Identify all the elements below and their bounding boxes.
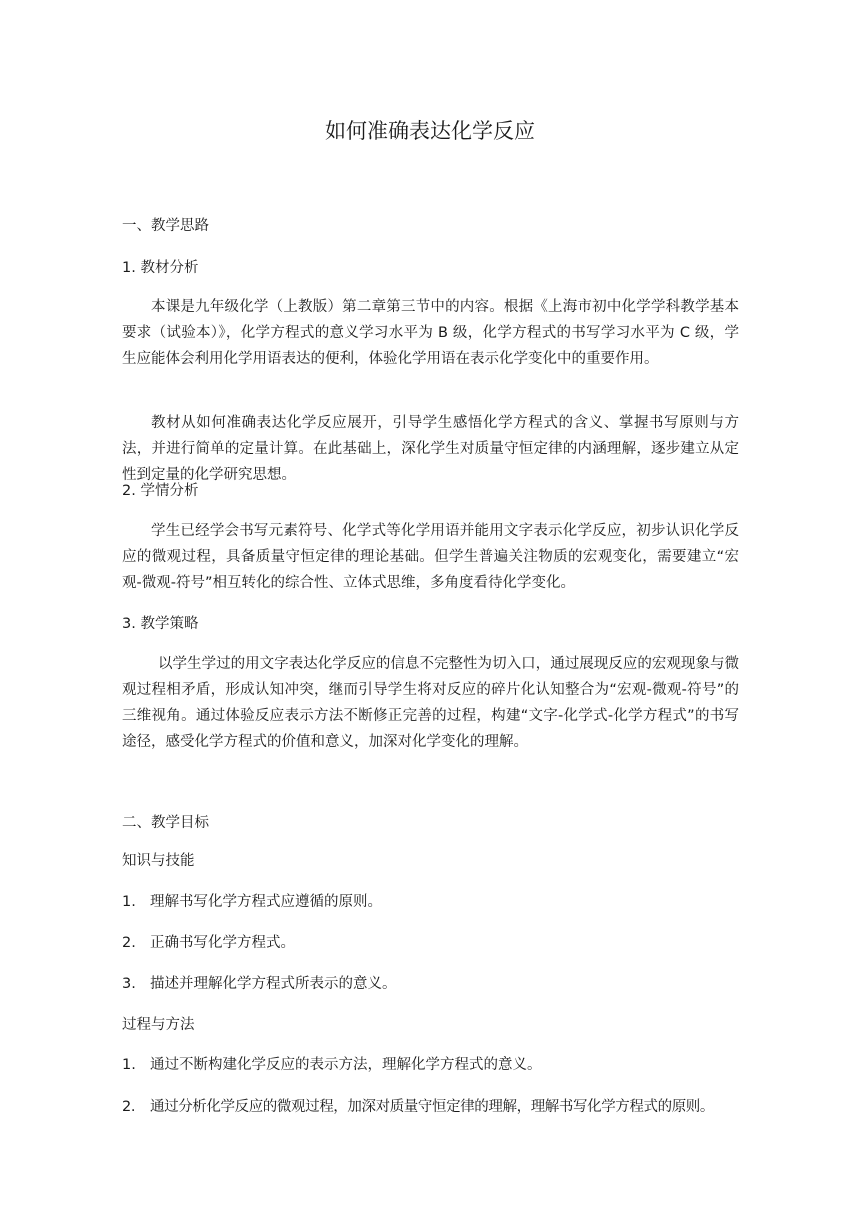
- subheading-student-analysis: 2. 学情分析: [122, 483, 199, 499]
- list-item-text: 通过不断构建化学反应的表示方法，理解化学方程式的意义。: [150, 1057, 542, 1073]
- subheading-teaching-strategy: 3. 教学策略: [122, 616, 199, 632]
- list-item: [122, 932, 739, 954]
- list-item-number: 2.: [122, 935, 136, 951]
- document-title: 如何准确表达化学反应: [325, 119, 535, 143]
- list-item-number: 3.: [122, 976, 136, 992]
- list-item: [122, 1054, 739, 1076]
- list-item: [122, 1096, 752, 1118]
- subheading-process-methods: 过程与方法: [122, 1017, 195, 1033]
- list-item-text: 描述并理解化学方程式所表示的意义。: [150, 976, 397, 992]
- list-item-text: 正确书写化学方程式。: [150, 935, 295, 951]
- paragraph-teaching-strategy: 以学生学过的用文字表达化学反应的信息不完整性为切入口，通过展现反应的宏观现象与微观过程相矛盾，形成认知冲突，继而引导学生将对反应的碎片化认知整合为“宏观-微观-符号”的三维视角。通过体验反应表示方法不断修正完善的过程，构建“文字-化学式-化学方程式”的书写途径，感受化学方程式的价值和意义，加深对化学变化的理解。: [122, 656, 739, 750]
- list-item: [122, 891, 739, 913]
- section-heading-teaching-ideas: 一、教学思路: [122, 218, 209, 234]
- list-item-text: 理解书写化学方程式应遵循的原则。: [150, 894, 382, 910]
- list-item: [122, 973, 739, 995]
- list-item-text: 通过分析化学反应的微观过程，加深对质量守恒定律的理解，理解书写化学方程式的原则。: [150, 1099, 714, 1115]
- paragraph-textbook-analysis-1: 本课是九年级化学（上教版）第二章第三节中的内容。根据《上海市初中化学学科教学基本要求（试验本）》，化学方程式的意义学习水平为 B 级，化学方程式的书写学习水平为 C 级，学生应能体会利用化学用语表达的便利，体验化学用语在表示化学变化中的重要作用。: [122, 299, 739, 367]
- subheading-textbook-analysis: 1. 教材分析: [122, 260, 199, 276]
- list-item-number: 1.: [122, 1057, 136, 1073]
- paragraph-textbook-analysis-2: 教材从如何准确表达化学反应展开，引导学生感悟化学方程式的含义、掌握书写原则与方法，并进行简单的定量计算。在此基础上，深化学生对质量守恒定律的内涵理解，逐步建立从定性到定量的化学研究思想。: [122, 415, 739, 483]
- section-heading-teaching-goals: 二、教学目标: [122, 815, 209, 831]
- list-item-number: 2.: [122, 1099, 136, 1115]
- subheading-knowledge-skills: 知识与技能: [122, 853, 195, 869]
- paragraph-student-analysis: 学生已经学会书写元素符号、化学式等化学用语并能用文字表示化学反应，初步认识化学反应的微观过程，具备质量守恒定律的理论基础。但学生普遍关注物质的宏观变化，需要建立“宏观-微观-符号”相互转化的综合性、立体式思维，多角度看待化学变化。: [122, 523, 739, 591]
- list-item-number: 1.: [122, 894, 136, 910]
